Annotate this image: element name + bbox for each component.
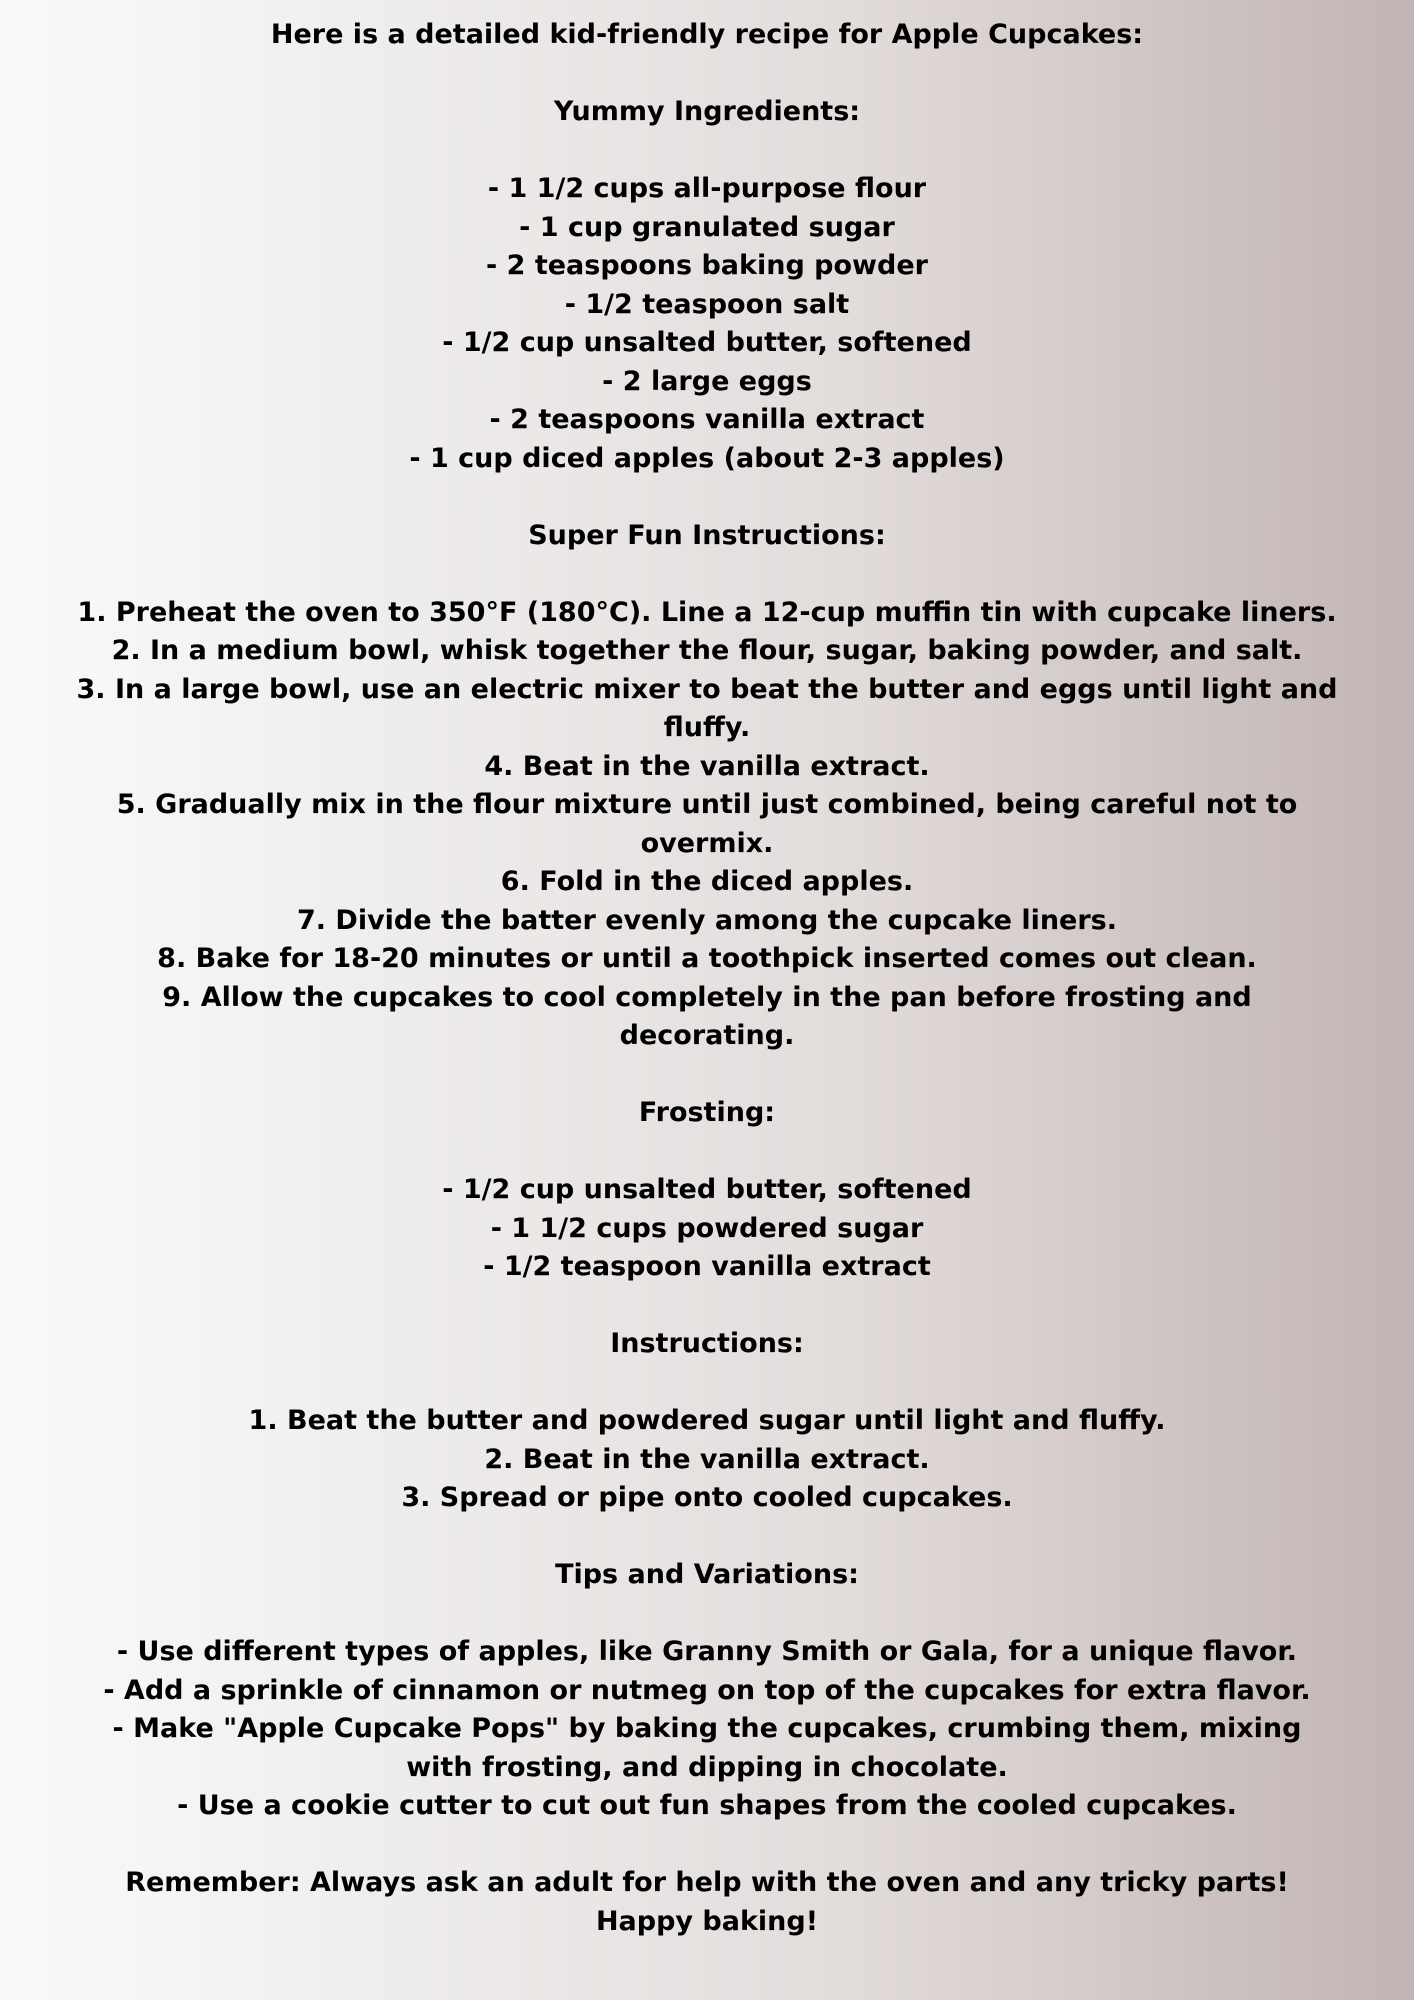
spacer <box>0 1826 1414 1865</box>
spacer <box>0 1364 1414 1403</box>
frosting-item: - 1/2 cup unsalted butter, softened <box>442 1174 972 1205</box>
instruction-step: 3. In a large bowl, use an electric mixer to beat the butter and eggs until light and fluffy. <box>76 673 1338 743</box>
spacer <box>0 555 1414 594</box>
tips-heading: Tips and Variations: <box>555 1559 859 1590</box>
ingredient-item: - 1/2 teaspoon salt <box>564 288 850 320</box>
tip-item: - Add a sprinkle of cinnamon or nutmeg on top of the cupcakes for extra flavor. <box>103 1674 1311 1706</box>
ingredient-item: - 2 teaspoons baking powder <box>486 250 928 281</box>
spacer <box>0 1133 1414 1172</box>
closing-text: Remember: Always ask an adult for help with the oven and any tricky parts! Happy baking! <box>125 1867 1289 1937</box>
instructions-heading: Super Fun Instructions: <box>528 519 886 551</box>
frosting-instruction-step: 2. Beat in the vanilla extract. <box>484 1443 930 1475</box>
spacer <box>0 478 1414 517</box>
spacer <box>0 1518 1414 1557</box>
ingredient-item: - 2 large eggs <box>602 365 812 397</box>
instruction-step: 8. Bake for 18-20 minutes or until a toothpick inserted comes out clean. <box>157 943 1257 974</box>
spacer <box>0 1595 1414 1634</box>
frosting-item: - 1/2 teaspoon vanilla extract <box>483 1251 931 1282</box>
instruction-step: 9. Allow the cupcakes to cool completely in the pan before frosting and decorating. <box>162 981 1252 1051</box>
frosting-heading: Frosting: <box>638 1097 776 1128</box>
tip-item: - Make "Apple Cupcake Pops" by baking the cupcakes, crumbing them, mixing with frosting, and dipping in chocolate. <box>112 1713 1302 1783</box>
ingredient-item: - 2 teaspoons vanilla extract <box>489 404 925 435</box>
ingredient-item: - 1 1/2 cups all-purpose flour <box>487 173 927 204</box>
instruction-step: 6. Fold in the diced apples. <box>500 866 914 897</box>
tip-item: - Use a cookie cutter to cut out fun shapes from the cooled cupcakes. <box>177 1790 1237 1821</box>
frosting-item: - 1 1/2 cups powdered sugar <box>490 1212 924 1244</box>
spacer <box>0 1287 1414 1326</box>
frosting-instruction-step: 3. Spread or pipe onto cooled cupcakes. <box>401 1482 1013 1513</box>
ingredients-heading: Yummy Ingredients: <box>553 96 861 127</box>
intro-text: Here is a detailed kid-friendly recipe for Apple Cupcakes: <box>270 19 1144 50</box>
spacer <box>0 132 1414 171</box>
ingredient-item: - 1 cup granulated sugar <box>519 211 895 243</box>
instruction-step: 1. Preheat the oven to 350°F (180°C). Line a 12-cup muffin tin with cupcake liners. <box>77 596 1337 628</box>
instruction-step: 5. Gradually mix in the flour mixture until just combined, being careful not to overmix. <box>116 789 1298 859</box>
spacer <box>0 55 1414 94</box>
recipe-document <box>0 16 1414 1941</box>
ingredient-item: - 1/2 cup unsalted butter, softened <box>442 327 972 358</box>
instruction-step: 7. Divide the batter evenly among the cupcake liners. <box>296 904 1118 936</box>
instruction-step: 4. Beat in the vanilla extract. <box>484 750 930 782</box>
spacer <box>0 1056 1414 1095</box>
frosting-instruction-step: 1. Beat the butter and powdered sugar until light and fluffy. <box>248 1405 1166 1436</box>
tip-item: - Use different types of apples, like Granny Smith or Gala, for a unique flavor. <box>116 1636 1298 1667</box>
ingredient-item: - 1 cup diced apples (about 2-3 apples) <box>409 442 1005 474</box>
instruction-step: 2. In a medium bowl, whisk together the flour, sugar, baking powder, and salt. <box>111 635 1303 666</box>
frosting-instructions-heading: Instructions: <box>610 1328 804 1359</box>
